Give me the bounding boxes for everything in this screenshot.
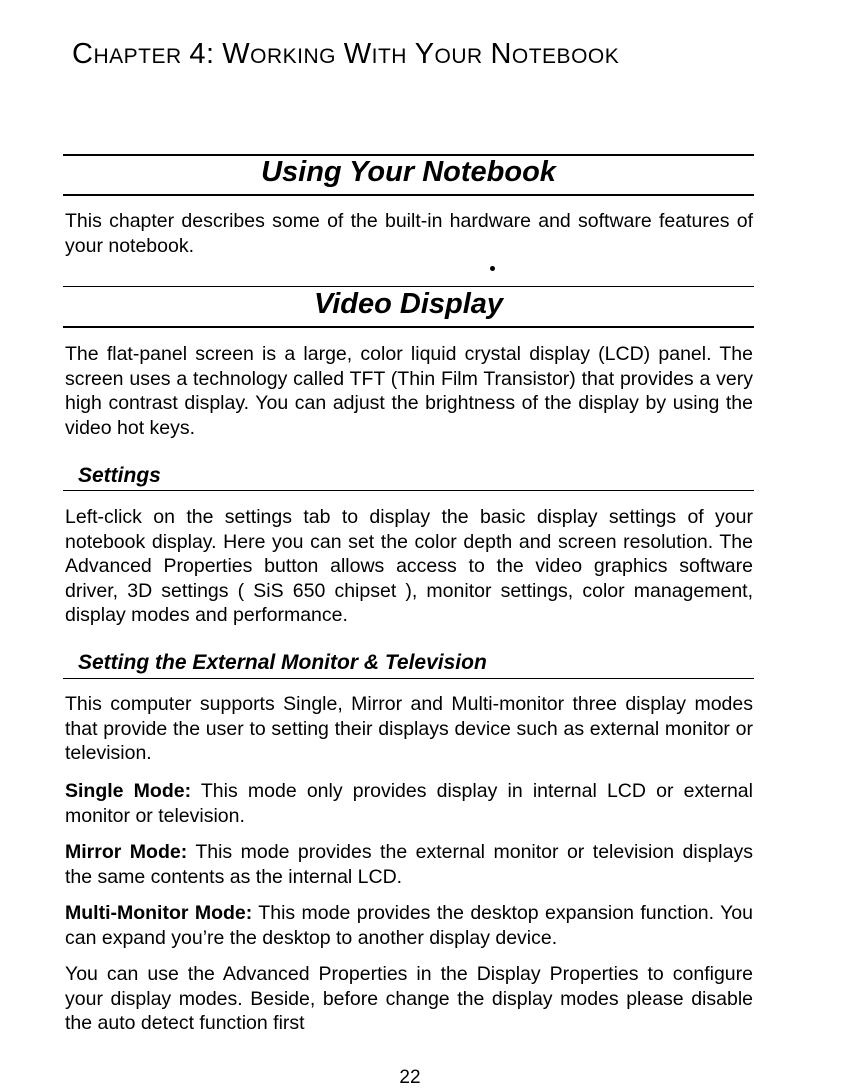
stray-dot — [490, 266, 495, 271]
chapter-title-part: N — [490, 38, 512, 70]
chapter-title-part: C — [72, 38, 94, 70]
section-rule-top — [63, 286, 754, 287]
single-mode-label: Single Mode: — [65, 780, 192, 802]
chapter-title-part: OUR — [434, 45, 483, 68]
chapter-title-part: Y — [414, 38, 435, 70]
chapter-title-part: ORKING — [250, 45, 337, 68]
chapter-number: 4: — [189, 38, 215, 70]
paragraph-video-display: The flat-panel screen is a large, color liquid crystal display (LCD) panel. The screen uses a technology called TFT (Thin Film Transistor) that provides a very high contrast display. You can adjust the brightness of the display by using the video hot keys. — [65, 343, 753, 439]
section-heading-using-notebook: Using Your Notebook — [261, 156, 556, 188]
mirror-mode-label: Mirror Mode: — [65, 841, 188, 863]
chapter-title — [72, 38, 619, 71]
section-heading-video-display: Video Display — [313, 288, 504, 320]
paragraph-closing: You can use the Advanced Properties in the Display Properties to configure your display modes. Beside, before change the display modes please disable the auto detect function first — [65, 963, 753, 1034]
subheading-external-monitor: Setting the External Monitor & Television — [78, 651, 487, 674]
paragraph-intro: This chapter describes some of the built-in hardware and software features of your notebook. — [65, 210, 753, 257]
subheading-rule — [63, 490, 754, 491]
paragraph-settings: Left-click on the settings tab to display the basic display settings of your notebook display. Here you can set the color depth and screen resolution. The Advanced Properties button allows access to the video graphics software driver, 3D settings ( SiS 650 chipset ), monitor settings, color management, display modes and performance. — [65, 506, 753, 626]
paragraph-external-intro: This computer supports Single, Mirror and Multi-monitor three display modes that provide the user to setting their displays device such as external monitor or television. — [65, 693, 753, 764]
paragraph-single-mode — [65, 779, 753, 828]
section-rule-bottom — [63, 194, 754, 196]
subheading-rule — [63, 678, 754, 679]
page-number: 22 — [399, 1067, 421, 1088]
multi-monitor-mode-label: Multi-Monitor Mode: — [65, 902, 253, 924]
chapter-title-part: OTEBOOK — [511, 45, 620, 68]
single-mode-text: This mode only provides display in internal LCD or external monitor or television. — [65, 780, 753, 827]
chapter-title-part: W — [222, 38, 251, 70]
chapter-title-part: ITH — [371, 45, 407, 68]
mirror-mode-text: This mode provides the external monitor or television displays the same contents as the internal LCD. — [65, 841, 753, 888]
multi-monitor-mode-text: This mode provides the desktop expansion function. You can expand you’re the desktop to another display device. — [65, 902, 754, 949]
subheading-settings: Settings — [78, 464, 161, 487]
section-rule-bottom — [63, 326, 754, 328]
paragraph-mirror-mode — [65, 840, 753, 889]
chapter-title-part: HAPTER — [93, 45, 182, 68]
paragraph-multi-monitor-mode — [65, 901, 753, 950]
chapter-title-part: W — [343, 38, 372, 70]
